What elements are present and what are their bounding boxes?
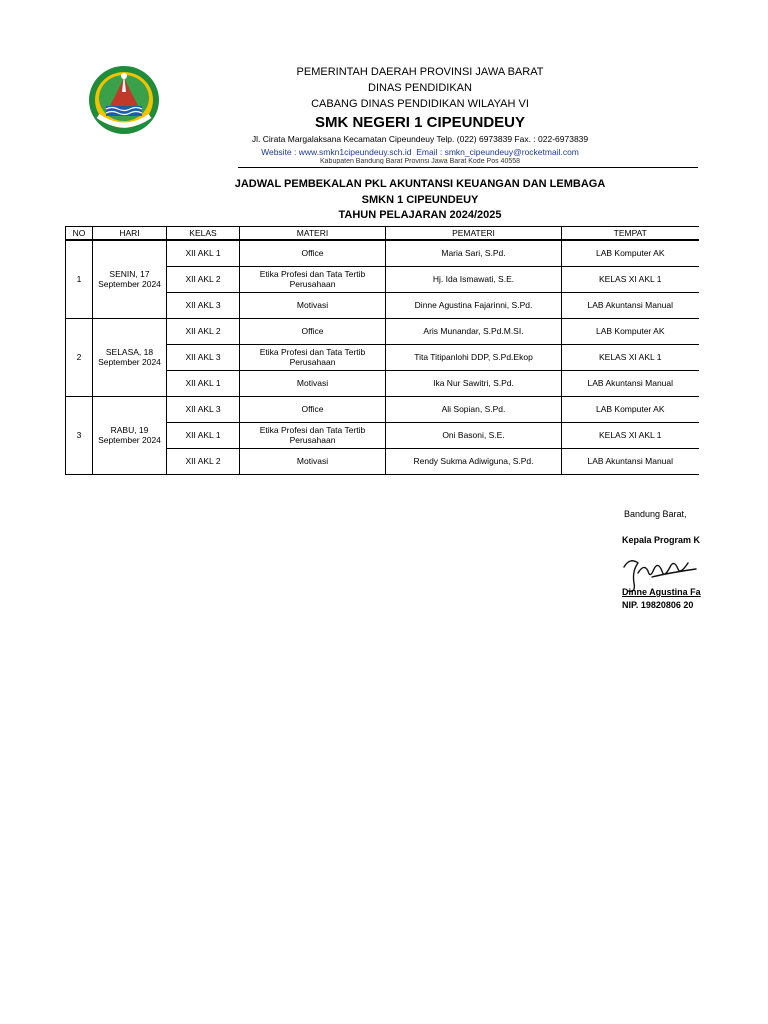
cell-materi: Etika Profesi dan Tata Tertib Perusahaan bbox=[240, 423, 386, 449]
cell-materi: Motivasi bbox=[240, 371, 386, 397]
table-header-row bbox=[66, 227, 699, 241]
cell-materi: Office bbox=[240, 319, 386, 345]
cell-kelas: XII AKL 3 bbox=[167, 345, 240, 371]
cell-kelas: XII AKL 3 bbox=[167, 293, 240, 319]
header-tempat: TEMPAT bbox=[562, 227, 699, 241]
header-materi: MATERI bbox=[240, 227, 386, 241]
signatory-nip: NIP. 19820806 20 bbox=[622, 600, 694, 610]
cell-pemateri: Rendy Sukma Adiwiguna, S.Pd. bbox=[386, 449, 562, 475]
table-row bbox=[66, 397, 699, 423]
signatory-name: Dinne Agustina Fa bbox=[622, 587, 701, 597]
cell-kelas: XII AKL 1 bbox=[167, 240, 240, 267]
cell-materi: Motivasi bbox=[240, 293, 386, 319]
school-region: Kabupaten Bandung Barat Provinsi Jawa Barat Kode Pos 40558 bbox=[319, 158, 521, 164]
cell-kelas: XII AKL 1 bbox=[167, 371, 240, 397]
cell-kelas: XII AKL 1 bbox=[167, 423, 240, 449]
email-link[interactable]: smkn_cipeundeuy@rocketmail.com bbox=[444, 147, 579, 157]
header-no: NO bbox=[66, 227, 93, 241]
cell-tempat: LAB Komputer AK bbox=[562, 240, 699, 267]
cell-pemateri: Dinne Agustina Fajarinni, S.Pd. bbox=[386, 293, 562, 319]
province-emblem-logo bbox=[88, 64, 160, 136]
letterhead-agency: DINAS PENDIDIKAN bbox=[368, 82, 472, 94]
email-label: Email : bbox=[416, 147, 445, 157]
cell-pemateri: Ika Nur Sawitri, S.Pd. bbox=[386, 371, 562, 397]
cell-tempat: KELAS XI AKL 1 bbox=[562, 267, 699, 293]
header-hari: HARI bbox=[93, 227, 167, 241]
cell-pemateri: Ali Sopian, S.Pd. bbox=[386, 397, 562, 423]
cell-pemateri: Tita Titipanlohi DDP, S.Pd.Ekop bbox=[386, 345, 562, 371]
day-name: RABU, 19 bbox=[110, 425, 149, 435]
day-name: SELASA, 18 bbox=[105, 347, 154, 357]
cell-pemateri: Maria Sari, S.Pd. bbox=[386, 240, 562, 267]
cell-materi: Etika Profesi dan Tata Tertib Perusahaan bbox=[240, 345, 386, 371]
document-subtitle-year: TAHUN PELAJARAN 2024/2025 bbox=[338, 209, 502, 221]
cell-tempat: LAB Akuntansi Manual bbox=[562, 293, 699, 319]
cell-tempat: LAB Komputer AK bbox=[562, 319, 699, 345]
cell-kelas: XII AKL 2 bbox=[167, 449, 240, 475]
cell-tempat: LAB Komputer AK bbox=[562, 397, 699, 423]
letterhead-divider bbox=[238, 167, 698, 168]
cell-materi: Etika Profesi dan Tata Tertib Perusahaan bbox=[240, 267, 386, 293]
cell-kelas: XII AKL 2 bbox=[167, 267, 240, 293]
day-name: SENIN, 17 bbox=[109, 269, 150, 279]
cell-no: 1 bbox=[66, 240, 93, 319]
schedule-table bbox=[65, 226, 699, 475]
day-date: September 2024 bbox=[98, 278, 161, 289]
cell-no: 3 bbox=[66, 397, 93, 475]
table-row bbox=[66, 240, 699, 267]
cell-hari bbox=[93, 319, 167, 397]
school-contact bbox=[200, 146, 640, 158]
cell-pemateri: Oni Basoni, S.E. bbox=[386, 423, 562, 449]
website-link[interactable]: www.smkn1cipeundeuy.sch.id bbox=[298, 147, 412, 157]
letterhead bbox=[200, 64, 640, 164]
day-date: September 2024 bbox=[98, 356, 161, 367]
cell-tempat: LAB Akuntansi Manual bbox=[562, 371, 699, 397]
website-label: Website : bbox=[261, 147, 299, 157]
signature-role: Kepala Program K bbox=[622, 535, 701, 545]
cell-hari bbox=[93, 397, 167, 475]
day-date: September 2024 bbox=[98, 434, 161, 445]
header-kelas: KELAS bbox=[167, 227, 240, 241]
cell-materi: Office bbox=[240, 397, 386, 423]
letterhead-government: PEMERINTAH DAERAH PROVINSI JAWA BARAT bbox=[296, 66, 544, 78]
cell-no: 2 bbox=[66, 319, 93, 397]
cell-pemateri: Hj. Ida Ismawati, S.E. bbox=[386, 267, 562, 293]
letterhead-branch: CABANG DINAS PENDIDIKAN WILAYAH VI bbox=[311, 98, 529, 110]
school-name: SMK NEGERI 1 CIPEUNDEUY bbox=[314, 114, 526, 131]
signature-place: Bandung Barat, bbox=[624, 509, 687, 519]
document-subtitle-school: SMKN 1 CIPEUNDEUY bbox=[361, 193, 479, 206]
cell-materi: Motivasi bbox=[240, 449, 386, 475]
cell-tempat: KELAS XI AKL 1 bbox=[562, 345, 699, 371]
header-pemateri: PEMATERI bbox=[386, 227, 562, 241]
cell-kelas: XII AKL 3 bbox=[167, 397, 240, 423]
school-address: Jl. Cirata Margalaksana Kecamatan Cipeundeuy Telp. (022) 6973839 Fax. : 022-6973839 bbox=[251, 134, 589, 144]
table-row bbox=[66, 319, 699, 345]
document-title: JADWAL PEMBEKALAN PKL AKUNTANSI KEUANGAN DAN LEMBAGA bbox=[234, 178, 606, 190]
cell-hari bbox=[93, 240, 167, 319]
cell-pemateri: Aris Munandar, S.Pd.M.SI. bbox=[386, 319, 562, 345]
cell-kelas: XII AKL 2 bbox=[167, 319, 240, 345]
document-titles bbox=[200, 177, 640, 224]
cell-materi: Office bbox=[240, 240, 386, 267]
cell-tempat: KELAS XI AKL 1 bbox=[562, 423, 699, 449]
cell-tempat: LAB Akuntansi Manual bbox=[562, 449, 699, 475]
